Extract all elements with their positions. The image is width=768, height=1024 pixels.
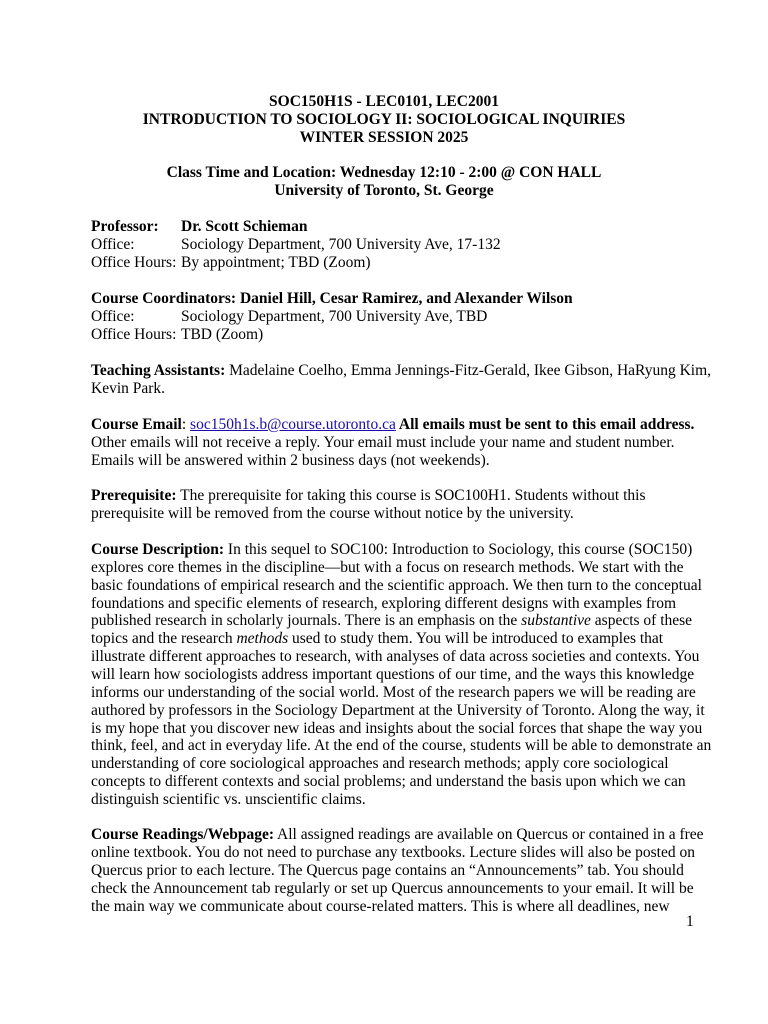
description-line-12: think, feel, and act in everyday life. At the end of the course, students will be able to demonstrate an bbox=[91, 737, 712, 754]
description-line-1: Course Description: In this sequel to SOC100: Introduction to Sociology, this course (SOC150) bbox=[91, 541, 693, 558]
coordinators-heading: Course Coordinators: Daniel Hill, Cesar Ramirez, and Alexander Wilson bbox=[91, 290, 573, 307]
description-line-3: basic foundations of empirical research and the scientific approach. We then turn to the conceptual bbox=[91, 577, 702, 594]
course-title: INTRODUCTION TO SOCIOLOGY II: SOCIOLOGICAL INQUIRIES bbox=[142, 111, 626, 128]
tas-line-2: Kevin Park. bbox=[91, 380, 166, 397]
description-line-13: understanding of core sociological approaches and research methods; apply core sociological bbox=[91, 755, 669, 772]
readings-line-4: check the Announcement tab regularly or set up Quercus announcements to your email. It will be bbox=[91, 880, 694, 897]
description-line-14: concepts to different contexts and social problems; and understand the basis upon which we can bbox=[91, 773, 686, 790]
professor-label: Professor: bbox=[91, 218, 159, 235]
email-line-2: Other emails will not receive a reply. Your email must include your name and student number. bbox=[91, 434, 675, 451]
description-line-8: will learn how sociologists address important questions of our time, and the ways this knowledge bbox=[91, 666, 695, 683]
description-line-9: informs our understanding of the social world. Most of the research papers we will be reading are bbox=[91, 684, 696, 701]
readings-label: Course Readings/Webpage: bbox=[91, 826, 274, 843]
description-line-4: foundations and specific elements of research, exploring different designs with examples from bbox=[91, 595, 677, 612]
email-line-1: Course Email: soc150h1s.b@course.utoronto.ca All emails must be sent to this email address. bbox=[91, 416, 695, 433]
tas-line-1: Teaching Assistants: Madelaine Coelho, Emma Jennings-Fitz-Gerald, Ikee Gibson, HaRyung Kim, bbox=[91, 362, 712, 379]
coordinators-office: Sociology Department, 700 University Ave, TBD bbox=[181, 308, 488, 325]
class-time-location: Class Time and Location: Wednesday 12:10 - 2:00 @ CON HALL bbox=[166, 164, 602, 181]
prereq-line-1: Prerequisite: The prerequisite for taking this course is SOC100H1. Students without this bbox=[91, 487, 646, 504]
prereq-line-2: prerequisite will be removed from the course without notice by the university. bbox=[91, 505, 574, 522]
email-label: Course Email bbox=[91, 416, 182, 433]
description-line-6: topics and the research methods used to study them. You will be introduced to examples that bbox=[91, 630, 664, 647]
session: WINTER SESSION 2025 bbox=[299, 129, 469, 146]
professor-name: Dr. Scott Schieman bbox=[181, 218, 308, 235]
description-line-10: authored by professors in the Sociology Department at the University of Toronto. Along the way, it bbox=[91, 702, 705, 719]
description-line-7: illustrate different approaches to research, with analyses of data across societies and contexts. You bbox=[91, 648, 700, 665]
professor-hours-row bbox=[91, 254, 371, 272]
office-hours-label: Office Hours: bbox=[91, 254, 177, 271]
office-label: Office: bbox=[91, 236, 135, 253]
email-line-3: Emails will be answered within 2 business days (not weekends). bbox=[91, 452, 490, 469]
coordinators-office-row bbox=[91, 308, 487, 326]
course-code: SOC150H1S - LEC0101, LEC2001 bbox=[269, 93, 499, 110]
professor-office: Sociology Department, 700 University Ave, 17-132 bbox=[181, 236, 501, 253]
page-number: 1 bbox=[686, 913, 694, 930]
course-email-link[interactable]: soc150h1s.b@course.utoronto.ca bbox=[190, 416, 396, 433]
office-label: Office: bbox=[91, 308, 135, 325]
campus: University of Toronto, St. George bbox=[274, 182, 494, 199]
coordinators-hours: TBD (Zoom) bbox=[181, 326, 264, 343]
description-line-5: published research in scholarly journals. There is an emphasis on the substantive aspects of these bbox=[91, 612, 693, 629]
readings-line-2: online textbook. You do not need to purchase any textbooks. Lecture slides will also be posted on bbox=[91, 844, 695, 861]
readings-line-3: Quercus prior to each lecture. The Quercus page contains an “Announcements” tab. You should bbox=[91, 862, 684, 879]
description-label: Course Description: bbox=[91, 541, 225, 558]
email-note: All emails must be sent to this email address. bbox=[395, 416, 695, 433]
professor-row bbox=[91, 218, 307, 236]
description-line-15: distinguish scientific vs. unscientific claims. bbox=[91, 791, 366, 808]
readings-line-5: the main way we communicate about course-related matters. This is where all deadlines, new bbox=[91, 898, 670, 915]
description-line-11: is my hope that you discover new ideas and insights about the social forces that shape the way you bbox=[91, 720, 703, 737]
description-line-2: explores core themes in the discipline—but with a focus on research methods. We start with the bbox=[91, 559, 684, 576]
office-hours-label: Office Hours: bbox=[91, 326, 177, 343]
professor-office-row bbox=[91, 236, 501, 254]
readings-line-1: Course Readings/Webpage: All assigned readings are available on Quercus or contained in a free bbox=[91, 826, 704, 843]
professor-hours: By appointment; TBD (Zoom) bbox=[181, 254, 371, 271]
tas-label: Teaching Assistants: bbox=[91, 362, 226, 379]
prereq-label: Prerequisite: bbox=[91, 487, 177, 504]
coordinators-hours-row bbox=[91, 326, 263, 344]
